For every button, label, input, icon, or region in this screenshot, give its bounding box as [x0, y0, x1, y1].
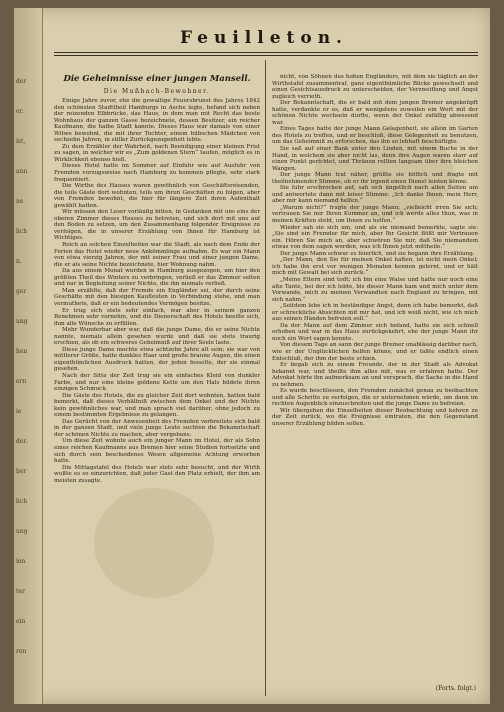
paragraph: Da der Mann auf dem Zimmer sich befand, hatte sie sich schnell erhoben und war in das Haus zurückgekehrt, ehe der junge Mann ihr noch ein Wort sagen konnte.	[272, 322, 478, 342]
paragraph: „Warum nicht?“ fragte der junge Mann; „vielleicht irren Sie sich; vertrauen Sie mir Ihren Kummer an, und ich werde alles thun, was in meinen Kräften steht, um Ihnen zu helfen.“	[272, 204, 478, 225]
paragraph: „Meine Eltern sind todt; ich bin eine Waise und hatte nur noch eine alte Tante, bei der ich lebte, bis dieser Mann kam und mich unter dem Vorwande, mich zu meinen Verwandten nach England zu bringen, mit sich nahm.“	[272, 276, 478, 303]
left-column-body	[54, 98, 260, 484]
paragraph: Der Bekanntschaft, die er bald mit dem jungen Bremer angeknüpft hatte, verdankte er es, daß er wenigstens zuweilen ein Wort mit der schönen Nichte wechseln durfte, wenn der Onkel zufällig abwesend war.	[272, 100, 478, 126]
paragraph: Wir müssen den Leser vorläufig bitten, in Gedanken mit uns eins der oberen Zimmer dieses Hauses zu betreten, und sich dort mit uns auf den Boden zu setzen, um den Zusammenhang folgender Ereignisse zu verfolgen, die in unserer Erzählung von Ihnen für Hamburg ist Wichtiges.	[54, 209, 260, 242]
paragraph: Es wurde beschlossen, den Fremden zunächst genau zu beobachten und alle Schritte zu verfolgen, die er unternehmen würde, um dann im rechten Augenblick einzuschreiten und die junge Dame zu befreien.	[272, 388, 478, 408]
story-title: Die Geheimnisse einer jungen Mansell.	[63, 74, 251, 84]
paragraph: Zu dem Erzähler der Wahrheit, nach Beendigung einer kleinen Frist zu sagen, in welcher wir es „Zum goldenen Stern“ taufen, möglich es in Wirklichkeit ebenso hieß.	[54, 143, 260, 163]
paragraph: „Seitdem lebe ich in beständiger Angst, denn ich habe bemerkt, daß er schreckliche Absichten mit mir hat, und ich weiß nicht, wie ich mich aus seinen Händen befreien soll.“	[272, 303, 478, 323]
paragraph: Da aus einem Monat wurden in Hamburg ausgezogen, um hier den größten Theil des Winters zu verbringen, verließ er das Zimmer selten und nur in Begleitung seiner Nichte, die ihn niemals verließ.	[54, 268, 260, 288]
left-column	[54, 74, 260, 694]
paragraph: Er begab sich zu einem Freunde, der in der Stadt als Advokat bekannt war, und theilte ihm alles mit, was er erfahren hatte. Der Advokat hörte ihn aufmerksam an und versprach, die Sache in die Hand zu nehmen.	[272, 362, 478, 388]
margin-text-fragment: hen	[16, 348, 28, 355]
paragraph: Wir übergehen die Einzelheiten dieser Beobachtung und kehren zu der Zeit zurück, wo die Ereignisse eintraten, die den Gegenstand unserer Erzählung bilden sollen.	[272, 407, 478, 427]
newspaper-page	[14, 8, 490, 704]
paragraph: Die Mittagstafel des Hotels war stets sehr besucht, und der Wirth wußte es so einzurichten, daß jeder Gast den Platz erhielt, der ihm am meisten zusagte.	[54, 464, 260, 484]
paragraph: Die Gäste des Hotels, die zu gleicher Zeit dort wohnten, hatten bald bemerkt, daß dieses Verhältniß zwischen dem Onkel und der Nichte kein gewöhnliches war, und man sprach viel darüber, ohne jedoch zu einem bestimmten Ergebnisse zu gelangen.	[54, 392, 260, 419]
margin-text-fragment: ger	[16, 288, 27, 295]
masthead-rule	[54, 55, 478, 56]
paragraph: Mehr Wunderbar aber war, daß die junge Dame, die er seine Nichte nannte, niemals allein gesehen wurde und daß sie stets traurig erschien, als ob ein schweres Geheimniß auf ihrer Seele laste.	[54, 327, 260, 347]
paragraph: Wieder sah sie sich um, und als sie niemand bemerkte, sagte sie: „Sie sind ein Fremder für mich, aber Ihr Gesicht flößt mir Vertrauen ein. Hören Sie mich an, aber schwören Sie mir, daß Sie niemandem etwas von dem sagen werden, was ich Ihnen jetzt mittheile.“	[272, 224, 478, 251]
paragraph: Nach der Sitte der Zeit trug sie ein einfaches Kleid von dunkler Farbe, und nur eine kleine goldene Kette um den Hals bildete ihren einzigen Schmuck.	[54, 372, 260, 393]
margin-text-fragment: ren	[16, 648, 27, 655]
margin-text-fragment: n.	[16, 258, 22, 265]
margin-text-fragment: ber	[16, 468, 27, 475]
margin-text-fragment: der.	[16, 438, 28, 445]
paragraph: Einige Jahre zuvor, ehe die gewaltige Feuersbrunst des Jahres 1842 den schönsten Stadttheil Hamburgs in Asche legte, befand sich neben der reizenden Elbbrücke, das Haus, in dem man mit Recht das beste Wohnhaus der ganzen Gasse bezeichnete, dessen Besitzer, ein reicher Kaufmann, die halbe Stadt kannte. Dieses Haus war damals von einer Witwe bewohnt, die mit ihrer Tochter, einem hübschen Mädchen von sechzehn Jahren, in stiller Zurückgezogenheit lebte.	[54, 98, 260, 144]
paragraph: Die Wirthe des Hauses waren gewöhnlich von Geschäftsreisenden, die teils Gäste dort wohnten, teils um ihren Geschäften zu folgen, aber von Fremden bewohnt, die hier für längere Zeit ihren Aufenthalt gewählt hatten.	[54, 183, 260, 209]
adjacent-page-margin	[14, 8, 43, 704]
margin-text-fragment: ung	[16, 318, 28, 325]
margin-text-fragment: der	[16, 78, 27, 85]
margin-text-fragment: ien	[16, 558, 26, 565]
margin-text-fragment: ern	[16, 378, 27, 385]
margin-text-fragment: ist,	[16, 138, 26, 145]
paragraph: Sie saß auf einer Bank unter den Linden, mit einem Buche in der Hand, in welchem sie aber nicht las, denn ihre Augen waren starr auf einen Punkt gerichtet, und Thränen rollten langsam über ihre bleichen Wangen.	[272, 146, 478, 172]
right-column	[272, 74, 478, 694]
column-divider	[265, 60, 266, 696]
paragraph: Reich an solchen Einzelheiten war die Stadt, als nach dem Ende der Ferien das Hotel wieder neue Ankömmlinge aufnahm. Es war ein Mann von etwa vierzig Jahren, der mit seiner Frau und einer jungen Dame, die er als seine Nichte bezeichnete, hier Wohnung nahm.	[54, 242, 260, 268]
margin-text-fragment: ie	[16, 408, 22, 415]
masthead-rule	[54, 52, 478, 53]
paragraph: Eines Tages hatte der junge Mann Gelegenheit, sie allein im Garten des Hotels zu treffen, und er beschloß, diese Gelegenheit zu benutzen, um das Geheimniß zu erforschen, das ihn so lebhaft beschäftigte.	[272, 126, 478, 146]
right-column-body	[272, 74, 478, 428]
continuation-note: (Forts. folgt.)	[435, 685, 476, 692]
paragraph: Um diese Zeit wohnte auch ein junger Mann im Hotel, der als Sohn eines reichen Kaufmanns aus Bremen hier seine Studien fortsetzte und sich durch sein bescheidenes Wesen allgemeine Achtung erworben hatte.	[54, 438, 260, 465]
margin-text-fragment: ein	[16, 618, 26, 625]
margin-text-fragment: ung	[16, 528, 28, 535]
margin-text-fragment: ter	[16, 588, 25, 595]
paragraph: Das Gerücht von der Anwesenheit des Fremden verbreitete sich bald in der ganzen Stadt, und viele junge Leute suchten die Bekanntschaft der schönen Nichte zu machen, aber vergebens.	[54, 418, 260, 438]
margin-text-fragment: lich	[16, 228, 28, 235]
paragraph: Der junge Mann schwur es feierlich, und sie begann ihre Erzählung.	[280, 250, 475, 257]
margin-text-fragment: ne	[16, 198, 24, 205]
paragraph: Der junge Mann trat näher, grüßte sie höflich und fragte mit theilnehmender Stimme, ob er ihr irgend einen Dienst leisten könne.	[272, 172, 478, 185]
paragraph: Man erzählte, daß der Fremde ein Engländer sei, der durch seine Geschäfte mit den hiesigen Kaufleuten in Verbindung stehe, und man vermuthete, daß er ein bedeutendes Vermögen besitze.	[54, 287, 260, 307]
paragraph: Er trug sich stets sehr einfach, war aber in seinem ganzen Benehmen sehr vornehm, und die Dienerschaft des Hotels beeilte sich, ihm alle Wünsche zu erfüllen.	[54, 307, 260, 327]
margin-text-fragment: lich	[16, 498, 28, 505]
paragraph: nicht, von Söhnen des hohen Engländers, mit dem sie täglich an der Wirthstafel zusammentraf, ganz eigenthümliche Blicke gewechselt und einen Gesichtsausdruck zu unterscheiden, der Verzweiflung und Angst zugleich verrieth.	[272, 74, 478, 100]
paragraph: Diese junge Dame mochte etwa achtzehn Jahre alt sein; sie war von mittlerer Größe, hatte dunkles Haar und große braune Augen, die einen eigenthümlichen Ausdruck hatten, der jeden fesselte, der sie einmal gesehen.	[54, 346, 260, 373]
paragraph: „Der Mann, den Sie für meinen Onkel halten, ist nicht mein Onkel; ich habe ihn erst vor wenigen Monaten kennen gelernt, und er hält mich mit Gewalt bei sich zurück.“	[272, 257, 478, 277]
section-subhead: Die Mußbach-Bewohner.	[103, 88, 211, 95]
paragraph: Dieses Hotel hatte im Sommer auf Einfuhr wie auf Ausfuhr von Fremden vorzugsweise nach Hamburg zu kommen pflegte, sehr stark frequentiert.	[54, 163, 260, 183]
paragraph: Sie fuhr erschrocken auf, sah sich ängstlich nach allen Seiten um und antwortete dann mit leiser Stimme: „Ich danke Ihnen, mein Herr, aber mir kann niemand helfen.“	[272, 185, 478, 205]
margin-text-fragment: ann	[16, 168, 28, 175]
masthead: Feuilleton.	[180, 28, 348, 48]
paragraph: Von diesem Tage an sann der junge Bremer unablässig darüber nach, wie er der Unglücklichen helfen könne, und er faßte endlich einen Entschluß, der ihm der beste schien.	[272, 342, 478, 362]
margin-text-fragment: er.	[16, 108, 24, 115]
